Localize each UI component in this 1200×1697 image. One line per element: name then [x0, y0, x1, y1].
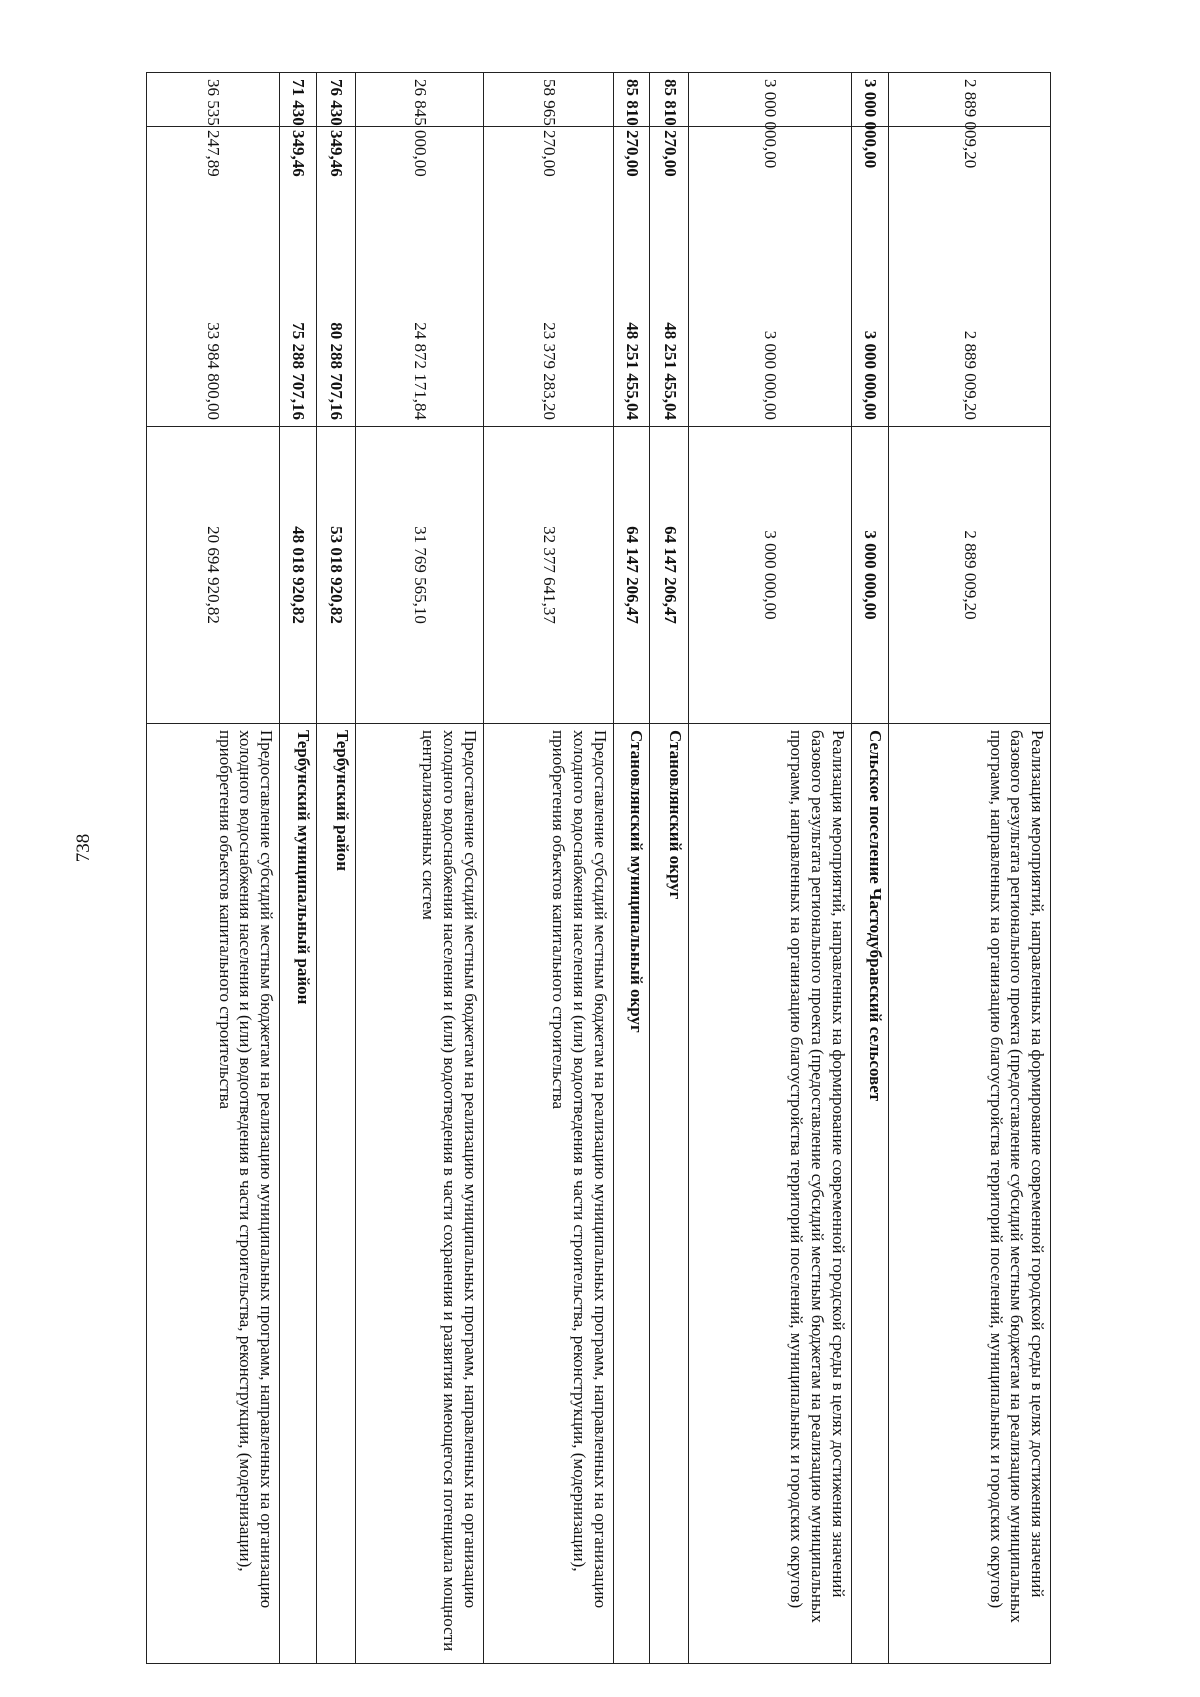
value-cell-2: 75 288 707,16	[280, 127, 317, 427]
value-cell-2: 3 000 000,00	[689, 127, 851, 427]
value-cell-1: 2 889 009,20	[888, 427, 1050, 724]
value-cell-2: 24 872 171,84	[356, 127, 484, 427]
value-cell-2: 80 288 707,16	[317, 127, 356, 427]
table-row	[317, 73, 356, 1664]
value-cell-2: 48 251 455,04	[650, 127, 689, 427]
value-cell-3: 26 845 000,00	[356, 73, 484, 127]
value-cell-1: 53 018 920,82	[317, 427, 356, 724]
description-cell: Становлянский округ	[650, 724, 689, 1664]
table-row	[888, 73, 1050, 1664]
description-cell: Предоставление субсидий местным бюджетам на реализацию муниципальных программ, направленных на организацию холодного водоснабжения населения и (или) водоотведения в части сохранения и развития имеющегося потенциала мощности централизованных систем	[356, 724, 484, 1664]
table-row	[650, 73, 689, 1664]
value-cell-1: 48 018 920,82	[280, 427, 317, 724]
description-cell: Тербунский муниципальный район	[280, 724, 317, 1664]
value-cell-3: 85 810 270,00	[650, 73, 689, 127]
page-number: 738	[73, 833, 94, 863]
description-cell: Реализация мероприятий, направленных на формирование современной городской среды в целях достижения значений базового результата регионального проекта (предоставление субсидий местным бюджетам на реализацию муниципальных программ, направленных на организацию благоустройства территорий поселений, муниципальных и городских округов)	[689, 724, 851, 1664]
value-cell-1: 32 377 641,37	[483, 427, 613, 724]
description-cell: Предоставление субсидий местным бюджетам на реализацию муниципальных программ, направленных на организацию холодного водоснабжения населения и (или) водоотведения в части строительства, реконструкции, (модернизации), приобретения объектов капитального строительства	[147, 724, 280, 1664]
description-cell: Становлянский муниципальный округ	[613, 724, 650, 1664]
value-cell-3: 2 889 009,20	[888, 73, 1050, 127]
value-cell-3: 3 000 000,00	[851, 73, 888, 127]
value-cell-2: 2 889 009,20	[888, 127, 1050, 427]
value-cell-3: 36 535 247,89	[147, 73, 280, 127]
table-row	[356, 73, 484, 1664]
description-cell: Предоставление субсидий местным бюджетам на реализацию муниципальных программ, направленных на организацию холодного водоснабжения населения и (или) водоотведения в части строительства, реконструкции, (модернизации), приобретения объектов капитального строительства	[483, 724, 613, 1664]
value-cell-3: 71 430 349,46	[280, 73, 317, 127]
budget-table-body	[147, 73, 1051, 1664]
value-cell-2: 33 984 800,00	[147, 127, 280, 427]
table-row	[147, 73, 280, 1664]
value-cell-1: 64 147 206,47	[650, 427, 689, 724]
budget-table	[146, 72, 1051, 1664]
value-cell-1: 64 147 206,47	[613, 427, 650, 724]
value-cell-3: 76 430 349,46	[317, 73, 356, 127]
table-row	[851, 73, 888, 1664]
value-cell-3: 85 810 270,00	[613, 73, 650, 127]
value-cell-1: 3 000 000,00	[689, 427, 851, 724]
value-cell-1: 31 769 565,10	[356, 427, 484, 724]
value-cell-3: 3 000 000,00	[689, 73, 851, 127]
description-cell: Реализация мероприятий, направленных на формирование современной городской среды в целях достижения значений базового результата регионального проекта (предоставление субсидий местным бюджетам на реализацию муниципальных программ, направленных на организацию благоустройства территорий поселений, муниципальных и городских округов)	[888, 724, 1050, 1664]
description-cell: Тербунский район	[317, 724, 356, 1664]
value-cell-2: 48 251 455,04	[613, 127, 650, 427]
table-row	[613, 73, 650, 1664]
description-cell: Сельское поселение Частодубравский сельсовет	[851, 724, 888, 1664]
value-cell-2: 23 379 283,20	[483, 127, 613, 427]
value-cell-3: 58 965 270,00	[483, 73, 613, 127]
value-cell-1: 20 694 920,82	[147, 427, 280, 724]
table-row	[280, 73, 317, 1664]
table-row	[483, 73, 613, 1664]
table-row	[689, 73, 851, 1664]
value-cell-1: 3 000 000,00	[851, 427, 888, 724]
value-cell-2: 3 000 000,00	[851, 127, 888, 427]
rotated-page-content	[146, 72, 1051, 1663]
